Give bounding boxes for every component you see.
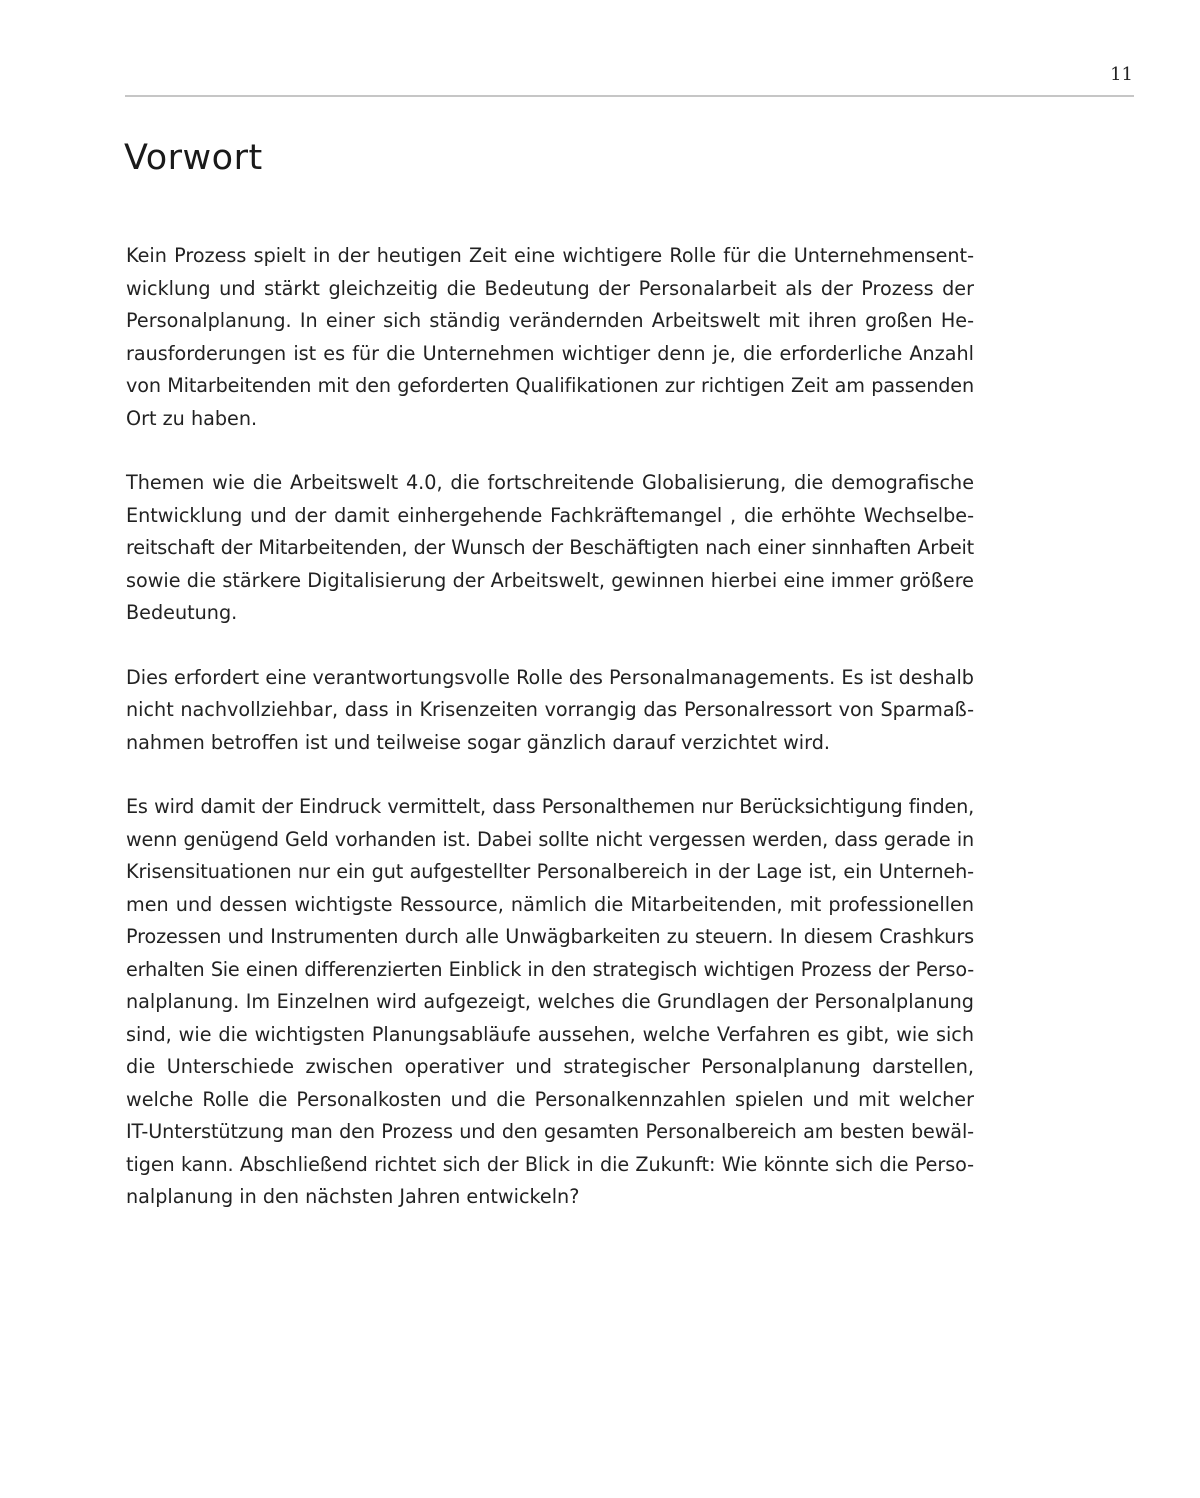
paragraph-line: IT-Unterstützung man den Prozess und den gesamten Personalbereich am besten bewäl-	[126, 1120, 974, 1143]
paragraph-line: Themen wie die Arbeitswelt 4.0, die fortschreitende Globalisierung, die demografische	[126, 471, 974, 494]
paragraph-line: erhalten Sie einen differenzierten Einblick in den strategisch wichtigen Prozess der Perso-	[126, 957, 974, 981]
header-rule	[125, 95, 1134, 97]
paragraph-line: men und dessen wichtigste Ressource, nämlich die Mitarbeitenden, mit professionellen	[126, 892, 974, 916]
paragraph-line: tigen kann. Abschließend richtet sich der Blick in die Zukunft: Wie könnte sich die Perso-	[126, 1152, 974, 1176]
paragraph-line: Es wird damit der Eindruck vermittelt, dass Personalthemen nur Berücksichtigung finden,	[126, 795, 974, 818]
paragraph-line: die Unterschiede zwischen operativer und strategischer Personalplanung darstellen,	[126, 1055, 974, 1078]
page-number: 11	[1110, 64, 1133, 85]
paragraph-4	[126, 791, 974, 1214]
paragraph-line: nahmen betroffen ist und teilweise sogar gänzlich darauf verzichtet wird.	[126, 730, 830, 754]
paragraph-line: Kein Prozess spielt in der heutigen Zeit eine wichtigere Rolle für die Unternehmensent-	[126, 244, 974, 267]
paragraph-line: sind, wie die wichtigsten Planungsabläufe aussehen, welche Verfahren es gibt, wie sich	[126, 1022, 974, 1046]
paragraph-line: nalplanung in den nächsten Jahren entwickeln?	[126, 1185, 580, 1208]
paragraph-line: Ort zu haben.	[126, 406, 258, 430]
paragraph-line: wenn genügend Geld vorhanden ist. Dabei sollte nicht vergessen werden, dass gerade in	[126, 827, 974, 851]
paragraph-line: rausforderungen ist es für die Unternehmen wichtiger denn je, die erforderliche Anzahl	[126, 341, 974, 365]
paragraph-line: welche Rolle die Personalkosten und die Personalkennzahlen spielen und mit welcher	[126, 1087, 974, 1111]
paragraph-line: wicklung und stärkt gleichzeitig die Bedeutung der Personalarbeit als der Prozess der	[126, 276, 974, 300]
paragraph-line: nicht nachvollziehbar, dass in Krisenzeiten vorrangig das Personalressort von Sparmaß-	[126, 698, 974, 721]
paragraph-line: Bedeutung.	[126, 601, 238, 624]
paragraph-line: nalplanung. Im Einzelnen wird aufgezeigt, welches die Grundlagen der Personalplanung	[126, 990, 974, 1013]
paragraph-line: Entwicklung und der damit einhergehende Fachkräftemangel , die erhöhte Wechselbe-	[126, 503, 974, 527]
page-title: Vorwort	[124, 138, 263, 178]
paragraph-line: Prozessen und Instrumenten durch alle Unwägbarkeiten zu steuern. In diesem Crashkurs	[126, 925, 974, 948]
paragraph-1	[126, 240, 974, 435]
paragraph-3	[126, 662, 974, 760]
paragraph-line: Personalplanung. In einer sich ständig verändernden Arbeitswelt mit ihren großen He-	[126, 309, 974, 332]
paragraph-2	[126, 467, 974, 630]
paragraph-line: reitschaft der Mitarbeitenden, der Wunsch der Beschäftigten nach einer sinnhaften Arbeit	[126, 536, 974, 559]
paragraph-line: Dies erfordert eine verantwortungsvolle Rolle des Personalmanagements. Es ist deshalb	[126, 665, 974, 689]
paragraph-line: sowie die stärkere Digitalisierung der Arbeitswelt, gewinnen hierbei eine immer größere	[126, 568, 974, 592]
paragraph-line: von Mitarbeitenden mit den geforderten Qualifikationen zur richtigen Zeit am passenden	[126, 374, 974, 397]
body-text	[126, 240, 974, 1246]
paragraph-line: Krisensituationen nur ein gut aufgestellter Personalbereich in der Lage ist, ein Unterneh-	[126, 860, 974, 883]
